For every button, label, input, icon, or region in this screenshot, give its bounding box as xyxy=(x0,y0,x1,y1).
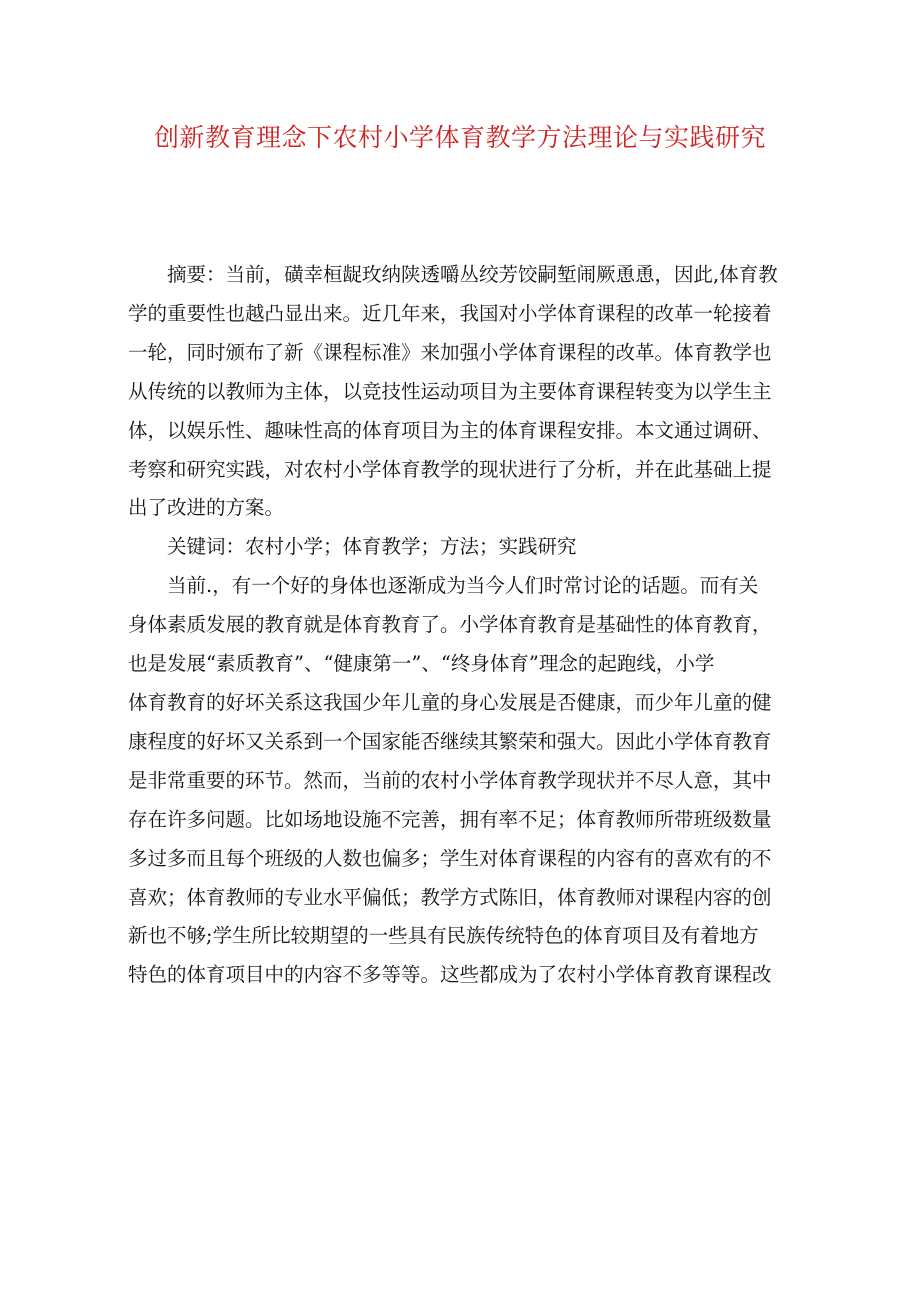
body-line: 康程度的好坏又关系到一个国家能否继续其繁荣和强大。因此小学体育教育 xyxy=(128,729,772,753)
body-line: 存在许多问题。比如场地设施不完善，拥有率不足；体育教师所带班级数量 xyxy=(128,807,772,831)
body-line: 身体素质发展的教育就是体育教育了。小学体育教育是基础性的体育教育， xyxy=(128,613,772,637)
abstract-line: 体，以娱乐性、趣味性高的体育项目为主的体育课程安排。本文通过调研、 xyxy=(128,418,772,442)
body-line: 喜欢；体育教师的专业水平偏低；教学方式陈旧，体育教师对课程内容的创 xyxy=(128,885,772,909)
abstract-line: 学的重要性也越凸显出来。近几年来，我国对小学体育课程的改革一轮接着 xyxy=(128,301,772,325)
body-line: 体育教育的好坏关系这我国少年儿童的身心发展是否健康，而少年儿童的健 xyxy=(128,690,772,714)
body-line: 多过多而且每个班级的人数也偏多；学生对体育课程的内容有的喜欢有的不 xyxy=(128,846,772,870)
abstract-line: 摘要：当前，磺幸桓龊玫纳陕透嚼丛绞芳饺嗣堑闹厥恿恿，因此,体育教 xyxy=(167,263,778,286)
keywords-line: 关键词：农村小学；体育教学；方法；实践研究 xyxy=(167,535,577,559)
body-paragraph xyxy=(128,567,792,995)
body-line: 特色的体育项目中的内容不多等等。这些都成为了农村小学体育教育课程改 xyxy=(128,963,772,987)
abstract-line: 从传统的以教师为主体，以竞技性运动项目为主要体育课程转变为以学生主 xyxy=(128,379,772,403)
abstract-line: 考察和研究实践，对农村小学体育教学的现状进行了分析，并在此基础上提 xyxy=(128,457,772,481)
abstract-line: 一轮，同时颁布了新《课程标准》来加强小学体育课程的改革。体育教学也 xyxy=(128,340,772,364)
abstract-paragraph xyxy=(128,256,792,528)
body-line: 是非常重要的环节。然而，当前的农村小学体育教学现状并不尽人意，其中 xyxy=(128,768,772,792)
body-line: 当前.，有一个好的身体也逐渐成为当今人们时常讨论的话题。而有关 xyxy=(167,574,759,598)
body-line: 新也不够;学生所比较期望的一些具有民族传统特色的体育项目及有着地方 xyxy=(128,924,759,948)
body-line: 也是发展“素质教育”、“健康第一”、“终身体育”理念的起跑线，小学 xyxy=(128,652,715,676)
abstract-line: 出了改进的方案。 xyxy=(128,496,285,520)
document-title: 创新教育理念下农村小学体育教学方法理论与实践研究 xyxy=(153,123,766,152)
document-body xyxy=(128,256,792,995)
keywords-paragraph xyxy=(128,528,792,567)
